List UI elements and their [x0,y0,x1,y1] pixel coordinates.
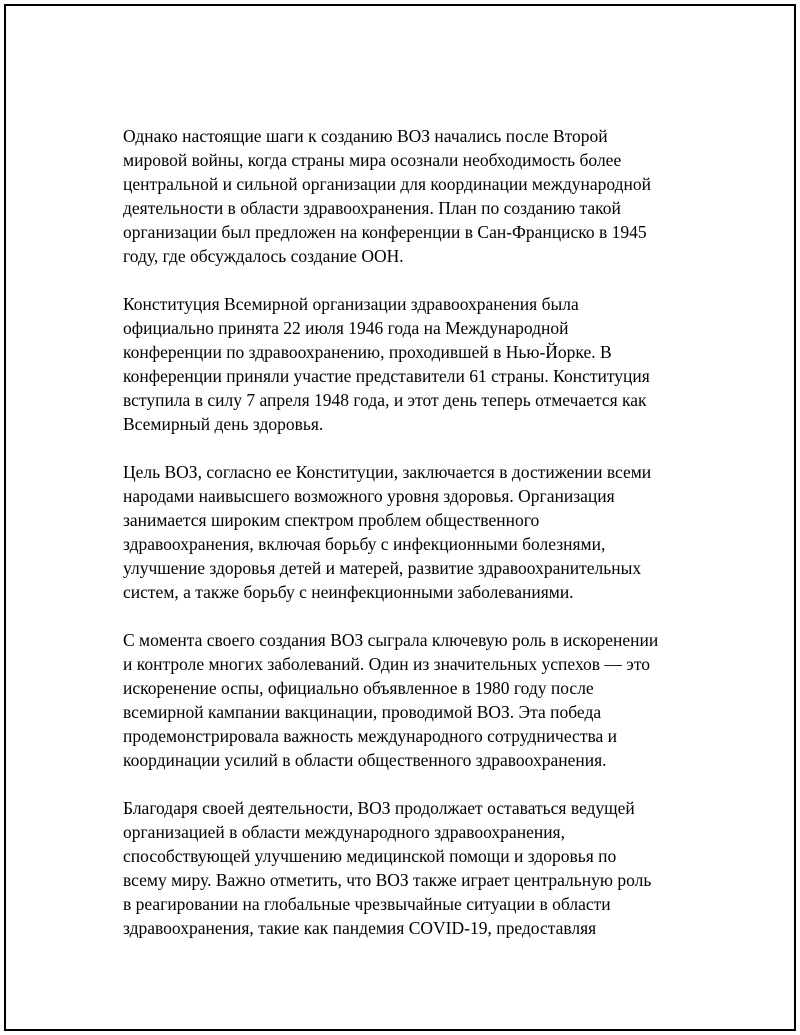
paragraph-goal [123,460,713,604]
text-line: здравоохранения, такие как пандемия COVID-19, предоставляя [123,918,597,938]
text-line: вступила в силу 7 апреля 1948 года, и этот день теперь отмечается как [123,390,647,410]
text-line: народами наивысшего возможного уровня здоровья. Организация [123,486,615,506]
text-line: Конституция Всемирной организации здравоохранения была [123,294,579,314]
document-body [123,124,713,964]
text-line: конференции приняли участие представители 61 страны. Конституция [123,366,650,386]
text-line: Всемирный день здоровья. [123,414,324,434]
text-line: координации усилий в области общественного здравоохранения. [123,750,607,770]
text-line: способствующей улучшению медицинской помощи и здоровья по [123,846,617,866]
text-line: в реагировании на глобальные чрезвычайные ситуации в области [123,894,611,914]
text-line: году, где обсуждалось создание ООН. [123,246,404,266]
text-line: занимается широким спектром проблем общественного [123,510,540,530]
text-line: официально принята 22 июля 1946 года на Международной [123,318,569,338]
paragraph-current-role [123,796,713,940]
text-line: Благодаря своей деятельности, ВОЗ продолжает оставаться ведущей [123,798,635,818]
text-line: всему миру. Важно отметить, что ВОЗ также играет центральную роль [123,870,652,890]
text-line: мировой войны, когда страны мира осознали необходимость более [123,150,622,170]
paragraph-achievements [123,628,713,772]
text-line: Однако настоящие шаги к созданию ВОЗ начались после Второй [123,126,608,146]
text-line: центральной и сильной организации для координации международной [123,174,652,194]
text-line: искоренение оспы, официально объявленное в 1980 году после [123,678,594,698]
text-line: С момента своего создания ВОЗ сыграла ключевую роль в искоренении [123,630,659,650]
paragraph-constitution [123,292,713,436]
text-line: и контроле многих заболеваний. Один из значительных успехов — это [123,654,650,674]
text-line: организацией в области международного здравоохранения, [123,822,565,842]
text-line: систем, а также борьбу с неинфекционными заболеваниями. [123,582,574,602]
text-line: улучшение здоровья детей и матерей, развитие здравоохранительных [123,558,642,578]
text-line: здравоохранения, включая борьбу с инфекционными болезнями, [123,534,606,554]
page-frame [4,4,796,1031]
paragraph-who-origins [123,124,713,268]
text-line: деятельности в области здравоохранения. План по созданию такой [123,198,621,218]
text-line: Цель ВОЗ, согласно ее Конституции, заключается в достижении всеми [123,462,652,482]
text-line: организации был предложен на конференции в Сан-Франциско в 1945 [123,222,647,242]
text-line: всемирной кампании вакцинации, проводимой ВОЗ. Эта победа [123,702,602,722]
text-line: продемонстрировала важность международного сотрудничества и [123,726,618,746]
text-line: конференции по здравоохранению, проходившей в Нью-Йорке. В [123,342,612,362]
